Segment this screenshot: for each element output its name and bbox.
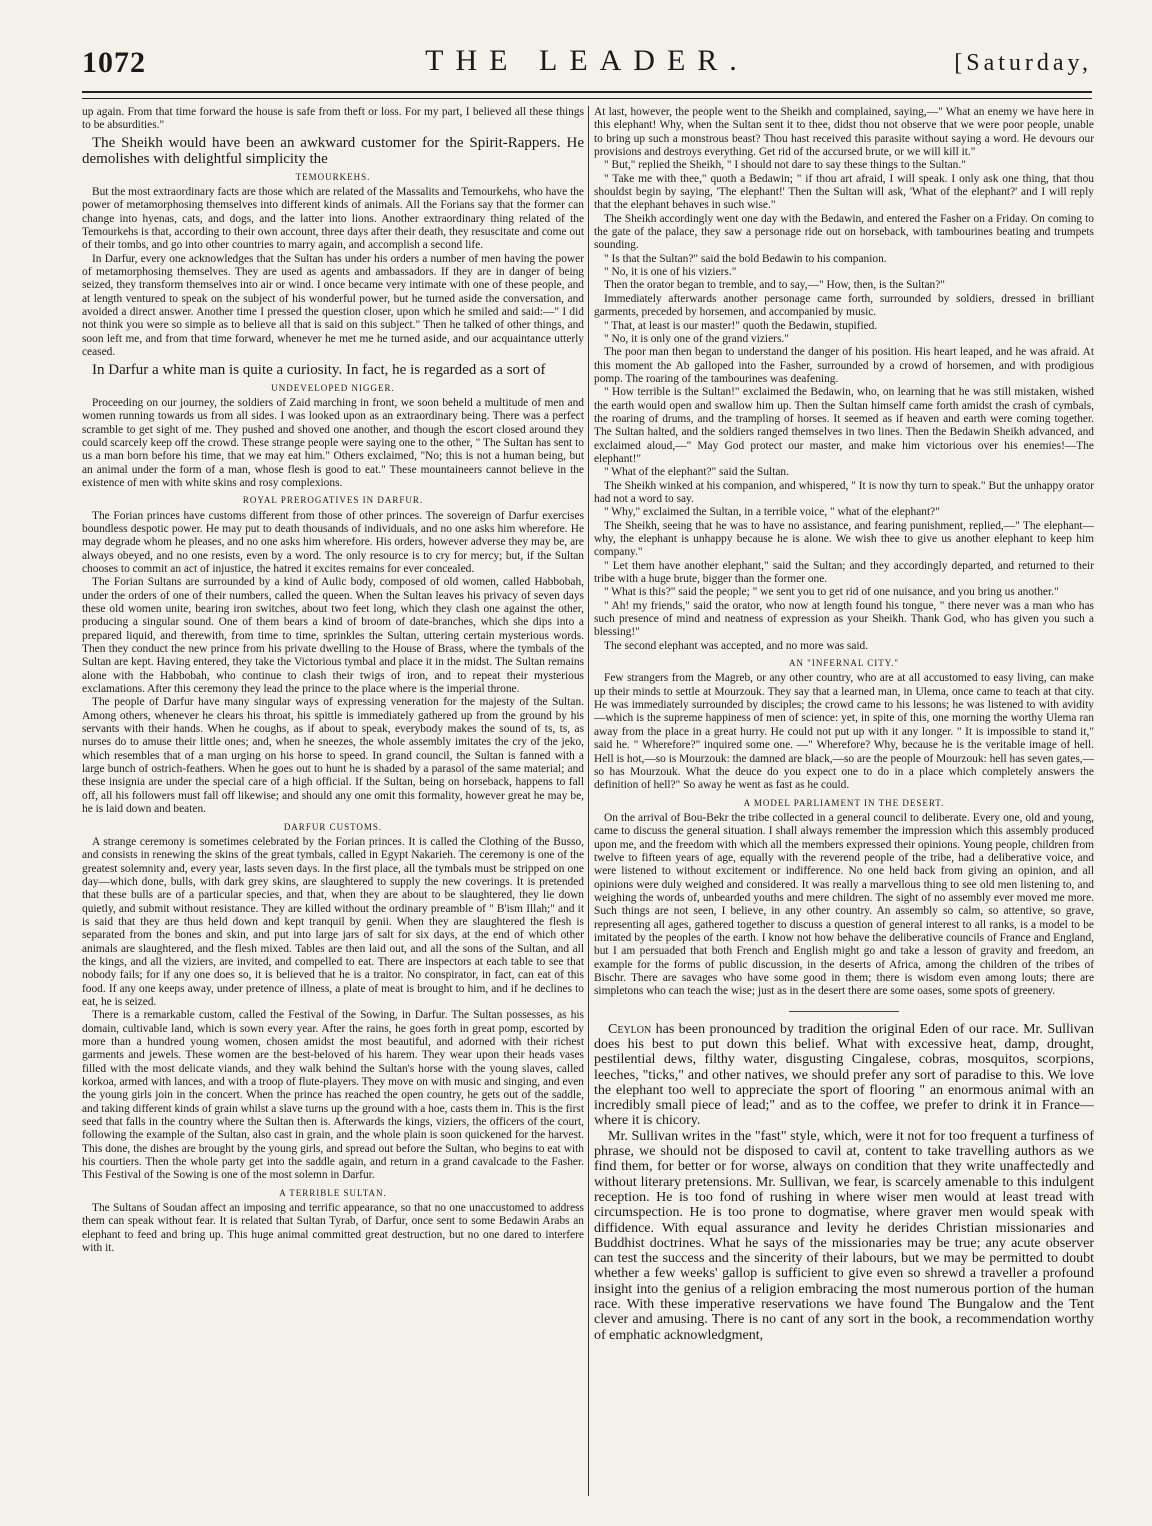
paragraph: The Sheikh winked at his companion, and whispered, " It is now thy turn to speak." But the unhappy orator had not a word to say. [594, 479, 1094, 505]
page-header [82, 40, 1092, 86]
section-heading: AN "INFERNAL CITY." [788, 658, 900, 669]
editorial-intro: In Darfur a white man is quite a curiosity. In fact, he is regarded as a sort of [92, 361, 546, 378]
left-column [82, 106, 584, 1496]
right-column [594, 106, 1094, 1496]
section-heading: A MODEL PARLIAMENT IN THE DESERT. [743, 797, 945, 808]
section-divider [789, 1011, 899, 1012]
section-heading: UNDEVELOPED NIGGER. [271, 382, 395, 393]
paragraph: A strange ceremony is sometimes celebrated by the Forian princes. It is called the Clothing of the Busso, and consists in renewing the skins of the great tymbals, called in Egypt Nakarieh. The ceremony is one of the greatest solemnity and, every year, lasts seven days. In the first place, all the tymbals must be stripped on one day—which done, bulls, with dark grey skins, are slaughtered to supply the new coverings. It is pretended that these bulls are of a particular species, and that, when they are about to be slaughtered, they lie down quietly, and submit without resistance. They are killed without the ordinary preamble of " B'ism Illah;" and it is said that they are thus held down and kept tranquil by genii. When they are slaughtered the flesh is separated from the bones and skin, and put into large jars of salt for six days, at the end of which other animals are slaughtered, and the flesh mixed. Tables are then laid out, and all the sons of the Sultan, and all the kings, and all the viziers, are invited, and compelled to eat. There are inspectors at each table to see that nobody fails; for if any one does so, it is believed that he is a traitor. No conspirator, in fact, can eat of this food. If any one keeps away, under pretence of illness, a plate of meat is brought to him, and if he declines to eat, he is seized. [82, 835, 584, 1008]
section-heading: TEMOURKEHS. [295, 171, 371, 182]
paragraph: " But," replied the Sheikh, " I should not dare to say these things to the Sultan." [604, 159, 966, 172]
page-number: 1072 [82, 46, 146, 79]
paragraph: At last, however, the people went to the Sheikh and complained, saying,—" What an enemy we have here in this elephant! Why, when the Sultan sent it to thee, didst thou not observe that we were poor people, unable to bring up such a monstrous beast? Thou hast received this parasite without saying a word. He devours our provisions and destroys everything. Get rid of the accursed brute, or we will kill it." [594, 106, 1094, 159]
review-paragraph: Mr. Sullivan writes in the "fast" style, which, were it not for too frequent a turfiness of phrase, we should not be disposed to cavil at, content to take travelling authors as we find them, for better or for worse, always on condition that they write unaffectedly and without literary pretensions. Mr. Sullivan, we fear, is scarcely amenable to this indulgent reception. He is too fond of rushing in where wiser men would at least tread with circumspection. He is too prone to dogmatise, where graver men would speak with diffidence. With equal assurance and levity he derides Christian missionaries and Buddhist doctrines. What he says of the missionaries may be true; any acute observer can test the success and the sincerity of their labours, but we may be permitted to doubt whether a few weeks' gallop is sufficient to give even so shrewd a traveller a profound insight into the genius of a religion embracing the most numerous portion of the human race. With these imperative reservations we have found The Bungalow and the Tent clever and amusing. There is no cant of any sort in the book, a recommendation worthy of emphatic acknowledgment, [594, 1128, 1094, 1343]
header-rule-thin [82, 98, 1092, 99]
editorial-intro: The Sheikh would have been an awkward customer for the Spirit-Rappers. He demolishes with delightful simplicity the [82, 134, 584, 167]
paragraph: " Ah! my friends," said the orator, who now at length found his tongue, " there never was a man who has such presence of mind and neatness of expression as your Sheikh. Thank God, who has given you such a blessing!" [594, 599, 1094, 639]
masthead-title: THE LEADER. [425, 44, 749, 77]
paragraph: Immediately afterwards another personage came forth, surrounded by soldiers, dressed in brilliant garments, preceded by horsemen, and accompanied by music. [594, 292, 1094, 319]
review-lead-word: Ceylon [608, 1021, 652, 1037]
issue-day: [Saturday, [954, 50, 1092, 76]
paragraph: There is a remarkable custom, called the Festival of the Sowing, in Darfur. The Sultan possesses, as his domain, cultivable land, which is sown every year. After the rains, he goes forth in great pomp, escorted by more than a hundred young women, chosen amidst the most beautiful, and adorned with their richest garments and jewels. These women are the best-beloved of his harem. They wear upon their heads vases filled with the most delicate viands, and they walk behind the Sultan's horse with the young slaves, called korkoa, armed with lances, and with a troop of flute-players. They move on with music and singing, and even the young girls join in the concert. When the prince has reached the open country, he gets out of the saddle, and taking different kinds of grain whilst a slave turns up the ground with a hoe, casts them in. This is the first seed that falls in the country where the Sultan then is. Afterwards the kings, viziers, the officers of the court, following the example of the Sultan, also cast in grain, and the whole plain is soon quickened for the harvest. This done, the dishes are brought by the young girls, and spread out before the Sultan, who begins to eat with his courtiers. Then the whole party get into the saddle again, and return in a grand cavalcade to the Fasher. This Festival of the Sowing is one of the most solemn in Darfur. [82, 1009, 584, 1182]
review-text: has been pronounced by tradition the original Eden of our race. Mr. Sullivan does his best to put down this belief. What with excessive heat, damp, drought, pestilential dews, filthy water, disgusting Cingalese, cobras, mosquitos, scorpions, leeches, "ticks," and other natives, we should prefer any sort of paradise to this. We love the elephant too well to appreciate the sport of flooring " an enormous animal with an incredibly small piece of lead;" and as to the coffee, we prefer to drink it in France—where it is chicory. [594, 1021, 1094, 1129]
column-divider [588, 106, 589, 1496]
book-review [594, 1022, 1094, 1343]
paragraph: The people of Darfur have many singular ways of expressing veneration for the majesty of the Sultan. Among others, whenever he clears his throat, his spittle is immediately gathered up from the ground by his servants with their hands. When he coughs, as if about to speak, everybody makes the sound of ts, ts, as nurses do to amuse their little ones; and, when he sneezes, the whole assembly imitates the cry of the jeko, which resembles that of a man urging on his horse to speed. In grand council, the Sultan is fanned with a large bunch of ostrich-feathers. When he goes out to hunt he is shaded by a parasol of the same material; and these insignia are under the special care of a high official. If the Sultan, being on horseback, happens to fall off, all his followers must fall off likewise; and should any one omit this formality, however great he may be, he is laid down and beaten. [82, 696, 584, 816]
paragraph: In Darfur, every one acknowledges that the Sultan has under his orders a number of men having the power of metamorphosing themselves. They are used as agents and ambassadors. If they are in danger of being seized, they transform themselves into air or wind. I once became very intimate with one of these people, and at length ventured to speak on the subject of his wonderful power, but he turned aside the conversation, and avoided a direct answer. Another time I pressed the question closer, upon which he smiled and said:—" I did not think you were so simple as to believe all that is said on this subject." Then he talked of other things, and soon left me, and from that time forward, whenever he met me he turned aside, and our acquaintance utterly ceased. [82, 252, 584, 359]
header-rule [82, 91, 1092, 93]
paragraph: " No, it is one of his viziers." [604, 266, 737, 279]
paragraph: The Sheikh, seeing that he was to have no assistance, and fearing punishment, replied,—" The elephant—why, the elephant is unhappy because he is alone. We wish thee to give us another elephant to keep him company." [594, 519, 1094, 559]
paragraph: The Forian Sultans are surrounded by a kind of Aulic body, composed of old women, called Habbobah, under the orders of one of their numbers, called the queen. When the Sultan leaves his privacy of seven days these old women unite, bearing iron switches, about two feet long, which they clash one against the other, producing a singular sound. One of them bears a kind of broom of date-branches, which she dips into a prepared liquid, and therewith, from time to time, sprinkles the Sultan, uttering certain mysterious words. Then they conduct the new prince from his private dwelling to the House of Brass, where the tymbals of the Sultan are kept. Having entered, they take the Victorious tymbal and place it in the midst. The Sultan remains alone with the Habbobah, who continue to clash their twigs of iron, and to repeat their mysterious exclamations. After this ceremony they lead the prince to the place where is the imperial throne. [82, 576, 584, 696]
paragraph: " That, at least is our master!" quoth the Bedawin, stupified. [604, 319, 878, 332]
section-heading: A TERRIBLE SULTAN. [279, 1187, 387, 1198]
paragraph: The Sheikh accordingly went one day with the Bedawin, and entered the Fasher on a Friday. On coming to the gate of the palace, they saw a personage ride out on horseback, with tambourines beating and trumpets sounding. [594, 212, 1094, 252]
paragraph: But the most extraordinary facts are those which are related of the Massalits and Temourkehs, who have the power of metamorphosing themselves into different kinds of animals. All the Forians say that the former can change into hyenas, cats, and dogs, and the latter into lions. Another extraordinary thing related of the Temourkehs is that, according to their own account, three days after their death, they resuscitate and come out of their tombs, and go into other countries to marry again, and accomplish a second life. [82, 186, 584, 252]
section-heading: DARFUR CUSTOMS. [283, 821, 383, 832]
section-heading: ROYAL PREROGATIVES IN DARFUR. [242, 495, 424, 506]
paragraph: Few strangers from the Magreb, or any other country, who are at all accustomed to easy living, can make up their minds to settle at Mourzouk. They say that a learned man, in Ulema, once came to teach at that city. He was immediately surrounded by disciples; the crowd came to his lessons; he was listened to with avidity—which is the supreme happiness of men of science: yet, in spite of this, one morning the worthy Ulema ran away from the place in a great hurry. He could not put up with it any longer. " It is impossible to stand it," said he. " Wherefore?" inquired some one. —" Wherefore? Why, because he is the veritable image of hell. Hell is hot,—so is Mourzouk: the damned are black,—so are the people of Mourzouk: hell has seven gates,—so has Mourzouk. What the deuce do you expect one to do in a place which completely answers the definition of hell?" So away he went as fast as he could. [594, 672, 1094, 792]
paragraph: The Forian princes have customs different from those of other princes. The sovereign of Darfur exercises boundless despotic power. He may put to death thousands of individuals, and no one asks him wherefore. He may degrade whom he pleases, and no one asks him wherefore. His orders, however adverse they may be, are always obeyed, and no one resists, even by a word. The only resource is to cry for mercy; but, if the Sultan chooses to commit an act of injustice, the hatred it excites remains for ever concealed. [82, 509, 584, 575]
paragraph: " What of the elephant?" said the Sultan. [604, 466, 789, 479]
paragraph: up again. From that time forward the house is safe from theft or loss. For my part, I believed all these things to be absurdities." [82, 106, 584, 132]
paragraph: Then the orator began to tremble, and to say,—" How, then, is the Sultan?" [604, 279, 945, 292]
paragraph: " Let them have another elephant," said the Sultan; and they accordingly departed, and returned to their tribe with a huge brute, bigger than the former one. [594, 559, 1094, 586]
paragraph: On the arrival of Bou-Bekr the tribe collected in a general council to deliberate. Every one, old and young, came to discuss the general situation. I shall always remember the impression which this assembly produced upon me, and the freedom with which all the members expressed their opinions. Young people, children from twelve to fifteen years of age, equally with the reverend people of the tribe, had a deliberative voice, and were listened to without excitement or indifference. No one held back from giving an opinion, and all opinions were duly weighed and considered. It was really a marvellous thing to see old men listening to, and weighing the words of, unbearded youths and mere children. The sight of no assembly ever moved me more. Such things are not seen, I believe, in any other country. An assembly so calm, so attentive, so grave, representing all ages, gathered together to discuss a question of general interest to all ranks, is a model to be imitated by the peoples of the earth. I know not how behave the deliberative councils of France and England, but I am persuaded that both French and English might go and take a lesson of gravity and freedom, an example for the forms of public discussion, in the deserts of Africa, among the children of the tribes of Bischr. There are savages who have some good in them; there is wisdom even among louts; there are simpletons who can teach the wise; just as in the desert there are some oases, some spots of greenery. [594, 811, 1094, 998]
paragraph: " Why," exclaimed the Sultan, in a terrible voice, " what of the elephant?" [604, 506, 940, 519]
review-paragraph [594, 1022, 1094, 1129]
paragraph: The second elephant was accepted, and no more was said. [604, 639, 869, 652]
paragraph: " How terrible is the Sultan!" exclaimed the Bedawin, who, on learning that he was still mistaken, wished the earth would open and swallow him up. Then the Sultan himself came forth amidst the crash of cymbals, the roaring of drums, and the trampling of horses. It seemed as if heaven and earth were coming together. The Sultan halted, and the soldiers ranged themselves in two lines. Then the Bedawin Sheikh advanced, and exclaimed aloud,—" May God protect our master, and make him victorious over his enemies!—The elephant!" [594, 386, 1094, 465]
paragraph: " What is this?" said the people; " we sent you to get rid of one nuisance, and you bring us another." [604, 586, 1059, 599]
paragraph: Proceeding on our journey, the soldiers of Zaid marching in front, we soon beheld a multitude of men and women running towards us from all sides. I was looked upon as an extraordinary being. There was a perfect scramble to get sight of me. They pushed and shoved one another, and though the escort closed around they could scarcely keep off the crowd. These strange people were saying one to the other, " The Sultan has sent to us a man born before his time, that we may eat him." Others exclaimed, "No; this is not a human being, but an animal under the form of a man, whose flesh is good to eat." These mountaineers cannot believe in the existence of men with white skins and rosy complexions. [82, 396, 584, 489]
paragraph: " Take me with thee," quoth a Bedawin; " if thou art afraid, I will speak. I only ask one thing, that thou shouldst begin by saying, 'The elephant!' Then the Sultan will ask, 'What of the elephant?' and I will reply that the elephant behaves in such wise." [594, 172, 1094, 212]
paragraph: The Sultans of Soudan affect an imposing and terrific appearance, so that no one unaccustomed to address them can speak without fear. It is related that Sultan Tyrab, of Darfur, once sent to some Bedawin Arabs an elephant to feed and bring up. This huge animal committed great destruction, but no one dared to interfere with it. [82, 1202, 584, 1255]
paragraph: The poor man then began to understand the danger of his position. His heart leaped, and he was afraid. At this moment the Ab galloped into the Fasher, surrounded by a crowd of horsemen, and with prodigious pomp. The roaring of the tambourines was deafening. [594, 346, 1094, 385]
paragraph: " Is that the Sultan?" said the bold Bedawin to his companion. [604, 252, 887, 265]
paragraph: " No, it is only one of the grand viziers." [604, 332, 789, 345]
